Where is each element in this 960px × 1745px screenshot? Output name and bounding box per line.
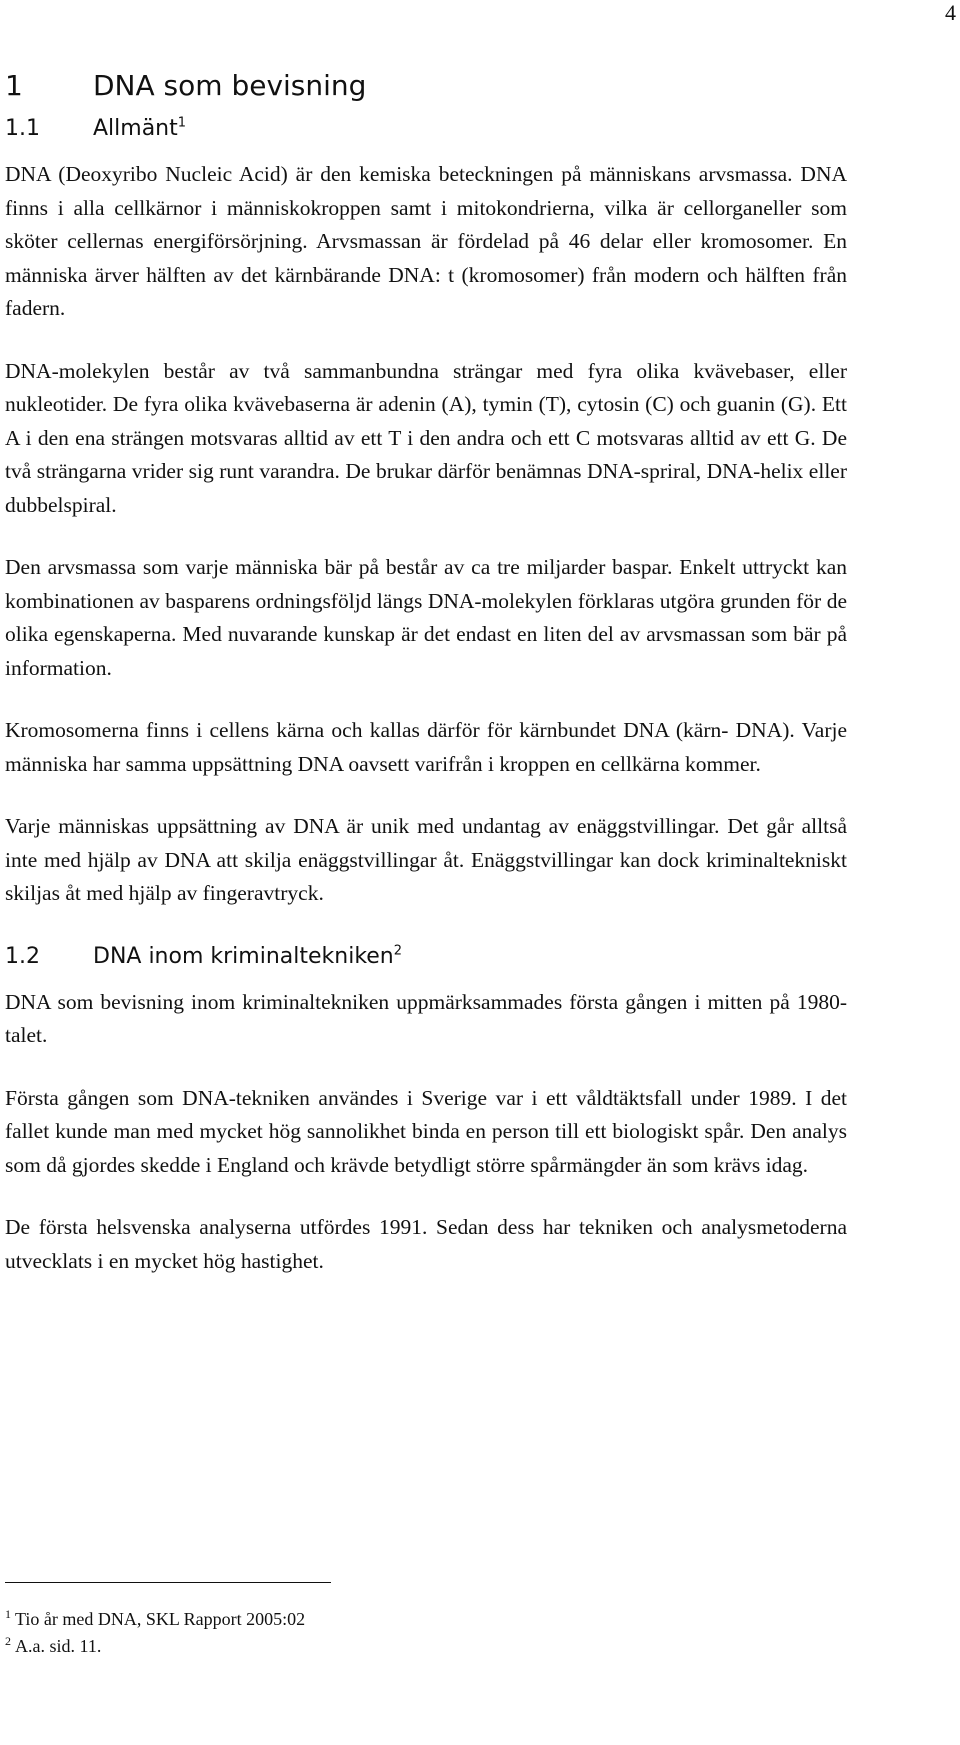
footnotes xyxy=(5,1606,305,1660)
page-number: 4 xyxy=(945,0,956,25)
section-number: 1.1 xyxy=(5,116,40,141)
paragraph: Den arvsmassa som varje människa bär på består av ca tre miljarder baspar. Enkelt uttryckt kan kombinationen av basparens ordningsföljd längs DNA-molekylen förklaras utgöra grunden för de olika egenskaperna. Med nuvarande kunskap är det endast en liten del av arvsmassan som bär på information. xyxy=(5,555,847,680)
paragraph: Varje människas uppsättning av DNA är unik med undantag av enäggstvillingar. Det går alltså inte med hjälp av DNA att skilja enäggstvillingar åt. Enäggstvillingar kan dock kriminaltekniskt skiljas åt med hjälp av fingeravtryck. xyxy=(5,814,847,905)
section-heading-1-2 xyxy=(5,940,847,974)
footnote xyxy=(5,1606,305,1633)
paragraph: DNA-molekylen består av två sammanbundna strängar med fyra olika kvävebaser, eller nukleotider. De fyra olika kvävebaserna är adenin (A), tymin (T), cytosin (C) och guanin (G). Ett A i den ena strängen motsvaras alltid av ett T i den andra och ett C motsvaras alltid av ett G. De två strängarna vrider sig runt varandra. De brukar därför benämnas DNA-spriral, DNA-helix eller dubbelspiral. xyxy=(5,358,847,517)
paragraph: DNA som bevisning inom kriminaltekniken uppmärksammades första gången i mitten på 1980-talet. xyxy=(5,989,847,1047)
chapter-number: 1 xyxy=(5,69,23,102)
footnote-ref: 1 xyxy=(177,115,187,131)
section-heading-1-1 xyxy=(5,112,847,146)
footnote-mark: 1 xyxy=(5,1607,11,1621)
paragraph: Första gången som DNA-tekniken användes i Sverige var i ett våldtäktsfall under 1989. I det fallet kunde man med mycket hög sannolikhet binda en person till ett biologiskt spår. Den analys som då gjordes skedde i England och krävde betydligt större spårmängder än som krävs idag. xyxy=(5,1085,847,1177)
footnote-ref: 2 xyxy=(393,943,403,959)
footnote-divider xyxy=(5,1582,331,1583)
footnote-text: Tio år med DNA, SKL Rapport 2005:02 xyxy=(15,1609,306,1629)
section-number: 1.2 xyxy=(5,943,40,969)
page-body xyxy=(5,58,847,1278)
section-title: Allmänt xyxy=(93,116,178,141)
chapter-title: DNA som bevisning xyxy=(93,69,367,102)
paragraph: Kromosomerna finns i cellens kärna och kallas därför för kärnbundet DNA (kärn- DNA). Varje människa har samma uppsättning DNA oavsett varifrån i kroppen en cellkärna kommer. xyxy=(5,718,847,776)
section-title: DNA inom kriminaltekniken xyxy=(93,943,394,969)
footnote-text: A.a. sid. 11. xyxy=(15,1636,102,1656)
chapter-heading xyxy=(5,68,847,104)
footnote-mark: 2 xyxy=(5,1634,11,1648)
paragraph: DNA (Deoxyribo Nucleic Acid) är den kemiska beteckningen på människans arvsmassa. DNA finns i alla cellkärnor i människokroppen samt i mitokondrierna, vilka är cellorganeller som sköter cellernas energiförsörjning. Arvsmassan är fördelad på 46 delar eller kromosomer. En människa ärver hälften av det kärnbärande DNA: t (kromosomer) från modern och hälften från fadern. xyxy=(5,162,847,320)
paragraph: De första helsvenska analyserna utfördes 1991. Sedan dess har tekniken och analysmetoderna utvecklats i en mycket hög hastighet. xyxy=(5,1215,847,1273)
footnote xyxy=(5,1633,305,1660)
